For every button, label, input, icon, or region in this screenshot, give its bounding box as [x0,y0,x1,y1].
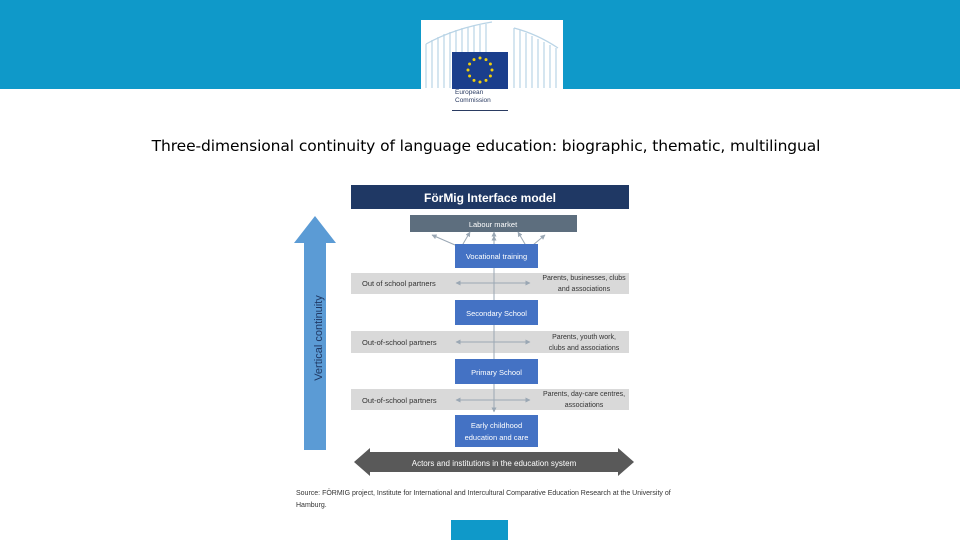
partner-left-text: Out of school partners [362,279,436,288]
partner-left-text: Out-of-school partners [362,396,437,405]
early-childhood-box [455,415,538,447]
footer-tab [451,520,508,540]
source-note: Source: FÖRMIG project, Institute for International and Intercultural Comparative Education Research at the University of Hamburg. [296,490,671,509]
vertical-continuity-text: Vertical continuity [313,295,325,381]
early-childhood-text-line2: education and care [464,433,529,442]
logo-line-2: Commission [455,97,491,104]
partner-left-text: Out-of-school partners [362,338,437,347]
partner-right-text-line1: Parents, youth work, [552,334,616,341]
early-childhood-text-line1: Early childhood [470,421,523,430]
primary-school-text: Primary School [471,368,522,377]
partner-right-text-line1: Parents, day-care centres, [542,391,626,398]
logo-line-1: European [455,89,484,96]
vocational-training-text: Vocational training [465,252,528,261]
partner-right-text-line1: Parents, businesses, clubs [542,275,626,282]
partner-right-text-line2: clubs and associations [548,345,620,352]
secondary-school-text: Secondary School [466,309,527,318]
partner-right-text-line2: associations [564,402,604,409]
page-title: Three-dimensional continuity of language education: biographic, thematic, multilingual [151,137,821,155]
partner-right-text-line2: and associations [557,286,611,293]
labour-market-text: Labour market [468,220,518,229]
model-header-text: FörMig Interface model [423,191,557,205]
education-system-text: Actors and institutions in the education system [411,459,577,468]
